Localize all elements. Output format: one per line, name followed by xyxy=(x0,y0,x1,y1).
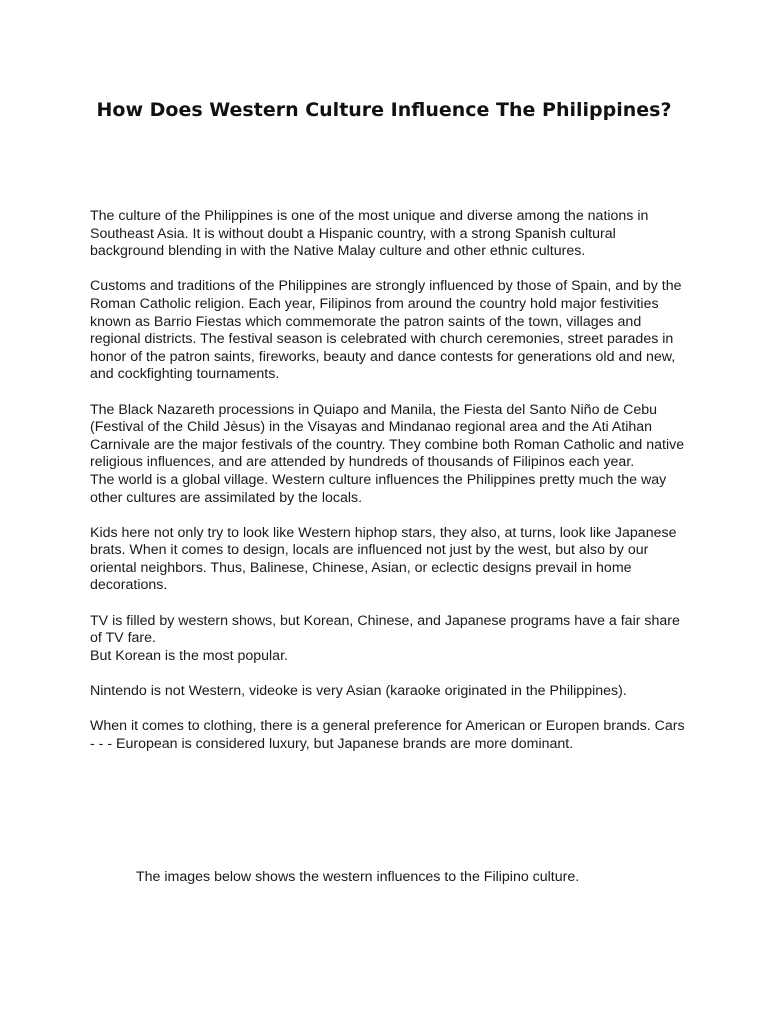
paragraph-philippine-culture: The culture of the Philippines is one of the most unique and diverse among the nations in Southeast Asia. It is without doubt a Hispanic country, with a strong Spanish cultural background blending in with the Native Malay culture and other ethnic cultures. xyxy=(90,208,649,260)
paragraph-clothing-cars: When it comes to clothing, there is a general preference for American or Europen brands. Cars - - - European is considered luxury, but Japanese brands are more dominant. xyxy=(90,718,685,752)
paragraph-global-village: The world is a global village. Western culture influences the Philippines pretty much the way other cultures are assimilated by the locals. xyxy=(90,471,667,506)
images-caption: The images below shows the western influences to the Filipino culture. xyxy=(136,869,580,885)
paragraph-nintendo-videoke: Nintendo is not Western, videoke is very Asian (karaoke originated in the Philippines). xyxy=(90,683,627,700)
paragraph-kids-design: Kids here not only try to look like Western hiphop stars, they also, at turns, look like Japanese brats. When it comes to design, locals are influenced not just by the west, but also by our oriental neighbors. Thus, Balinese, Chinese, Asian, or eclectic designs prevail in home decorations. xyxy=(90,524,677,594)
paragraph-korean-popular: But Korean is the most popular. xyxy=(90,647,288,664)
paragraph-major-festivals: The Black Nazareth processions in Quiapo and Manila, the Fiesta del Santo Niño de Cebu (Festival of the Child Jèsus) in the Visayas and Mindanao regional area and the Ati Atihan Carnivale are the major festivals of the country. They combine both Roman Catholic and native religious influences, and are attended by hundreds of thousands of Filipinos each year. xyxy=(90,401,685,471)
paragraph-tv-shows: TV is filled by western shows, but Korean, Chinese, and Japanese programs have a fair share of TV fare. xyxy=(90,612,680,647)
paragraph-customs-traditions: Customs and traditions of the Philippines are strongly influenced by those of Spain, and by the Roman Catholic religion. Each year, Filipinos from around the country hold major festivities known as Barrio Fiestas which commemorate the patron saints of the town, villages and regional districts. The festival season is celebrated with church ceremonies, street parades in honor of the patron saints, fireworks, beauty and dance contests for generations old and new, and cockfighting tournaments. xyxy=(90,278,682,383)
document-body xyxy=(90,208,690,771)
document-title: How Does Western Culture Influence The Philippines? xyxy=(96,99,672,121)
